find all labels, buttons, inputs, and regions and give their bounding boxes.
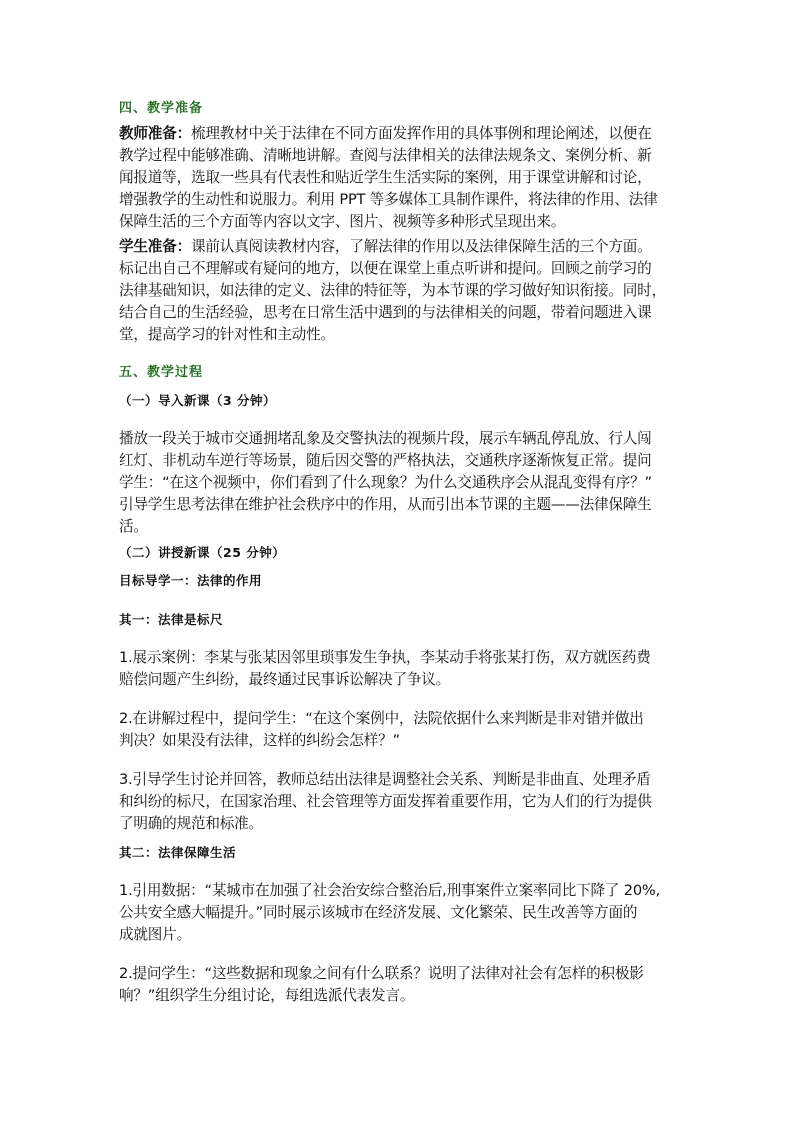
section-5-title: 五、教学过程	[119, 365, 204, 380]
point-1-title: 其一：法律是标尺	[119, 612, 224, 627]
point-2-title: 其二：法律保障生活	[119, 845, 237, 860]
student-prep-line-5: 堂，提高学习的针对性和主动性。	[119, 326, 335, 343]
student-prep-line-4: 结合自己的生活经验，思考在日常生活中遇到的与法律相关的问题，带着问题进入课	[119, 304, 652, 321]
part-1-title: （一）导入新课（3 分钟）	[119, 393, 277, 408]
teacher-prep-line-1: 教师准备：梳理教材中关于法律在不同方面发挥作用的具体事例和理论阐述，以便在	[119, 125, 652, 142]
point-1-item-3-line-1: 3.引导学生讨论并回答，教师总结出法律是调整社会关系、判断是非曲直、处理矛盾	[119, 771, 651, 788]
teacher-prep-line-5: 保障生活的三个方面等内容以文字、图片、视频等多种形式呈现出来。	[119, 213, 566, 230]
student-prep-line-1: 学生准备：课前认真阅读教材内容，了解法律的作用以及法律保障生活的三个方面。	[119, 238, 652, 255]
point-1-item-2-line-2: 判决？如果没有法律，这样的纠纷会怎样？”	[119, 732, 400, 749]
intro-line-5: 活。	[119, 518, 148, 535]
point-1-item-2-line-1: 2.在讲解过程中，提问学生：“在这个案例中，法院依据什么来判断是非对错并做出	[119, 710, 644, 727]
point-1-item-3-line-2: 和纠纷的标尺，在国家治理、社会管理等方面发挥着重要作用，它为人们的行为提供	[119, 793, 652, 810]
intro-line-4: 引导学生思考法律在维护社会秩序中的作用，从而引出本节课的主题——法律保障生	[119, 496, 652, 513]
student-prep-label: 学生准备：	[119, 238, 191, 255]
section-4-title: 四、教学准备	[119, 101, 204, 116]
goal-1-title: 目标导学一：法律的作用	[119, 573, 263, 588]
intro-line-2: 红灯、非机动车逆行等场景，随后因交警的严格执法，交通秩序逐渐恢复正常。提问	[119, 452, 652, 469]
teacher-prep-line-2: 教学过程中能够准确、清晰地讲解。查阅与法律相关的法律法规条文、案例分析、新	[119, 147, 652, 164]
point-2-item-1-line-2: 公共安全感大幅提升。”同时展示该城市在经济发展、文化繁荣、民生改善等方面的	[119, 904, 638, 921]
teacher-prep-line-3: 闻报道等，选取一些具有代表性和贴近学生生活实际的案例，用于课堂讲解和讨论，	[119, 169, 652, 186]
point-2-item-2-line-1: 2.提问学生：“这些数据和现象之间有什么联系？说明了法律对社会有怎样的积极影	[119, 965, 644, 982]
point-1-item-1-line-2: 赔偿问题产生纠纷，最终通过民事诉讼解决了争议。	[119, 671, 451, 688]
point-2-item-2-line-2: 响？”组织学生分组讨论，每组选派代表发言。	[119, 987, 415, 1004]
part-2-title: （二）讲授新课（25 分钟）	[119, 545, 286, 560]
student-prep-line-2: 标记出自己不理解或有疑问的地方，以便在课堂上重点听讲和提问。回顾之前学习的	[119, 260, 652, 277]
point-1-item-3-line-3: 了明确的规范和标准。	[119, 815, 263, 832]
point-2-item-1-line-3: 成就图片。	[119, 926, 191, 943]
teacher-prep-line-4: 增强教学的生动性和说服力。利用 PPT 等多媒体工具制作课件，将法律的作用、法律	[119, 191, 658, 208]
teacher-prep-label: 教师准备：	[119, 125, 191, 142]
student-prep-line-3: 法律基础知识，如法律的定义、法律的特征等，为本节课的学习做好知识衔接。同时，	[119, 282, 666, 299]
point-2-item-1-line-1: 1.引用数据：“某城市在加强了社会治安综合整治后,刑事案件立案率同比下降了 20%,	[119, 882, 661, 899]
intro-line-1: 播放一段关于城市交通拥堵乱象及交警执法的视频片段，展示车辆乱停乱放、行人闯	[119, 430, 652, 447]
point-1-item-1-line-1: 1.展示案例：李某与张某因邻里琐事发生争执，李某动手将张某打伤，双方就医药费	[119, 649, 651, 666]
intro-line-3: 学生：“在这个视频中，你们看到了什么现象？为什么交通秩序会从混乱变得有序？”	[119, 474, 652, 491]
